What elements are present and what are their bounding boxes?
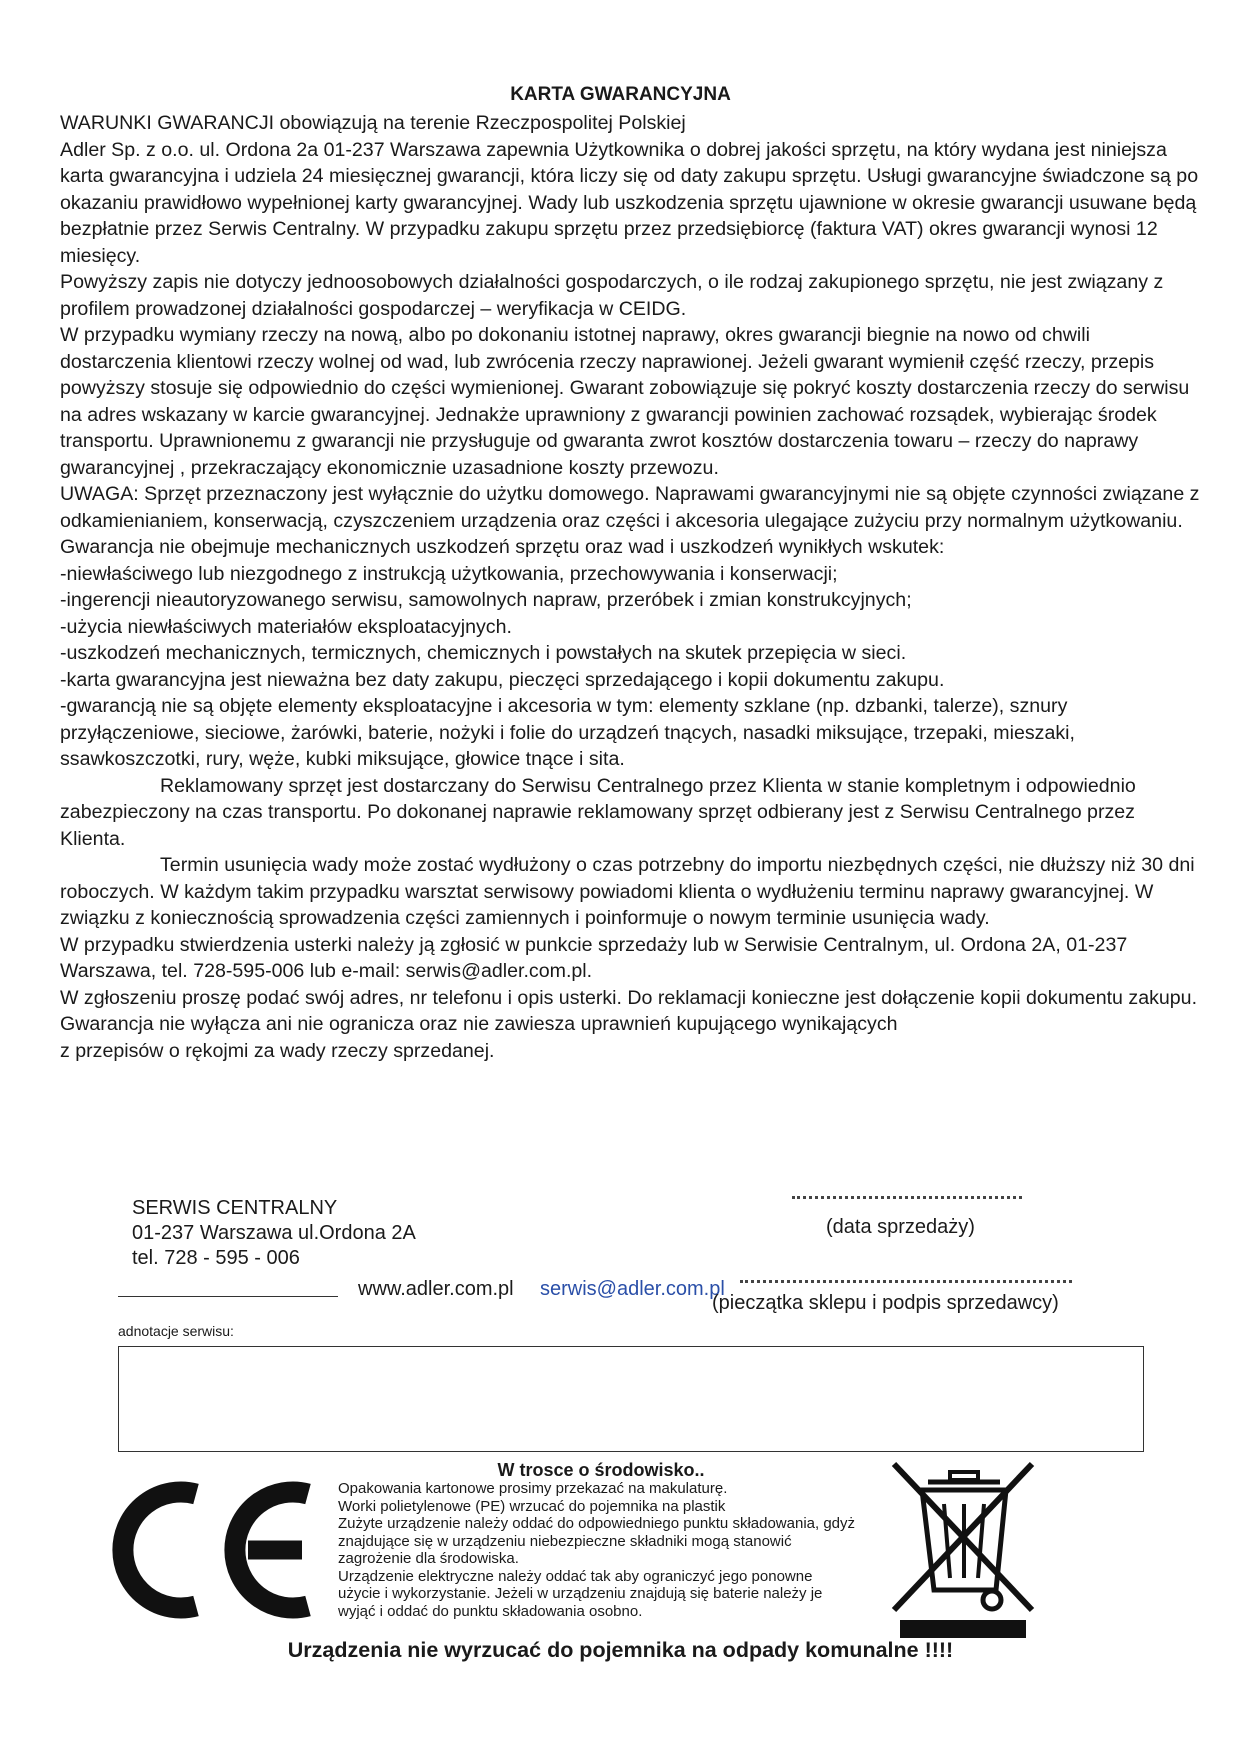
terms-paragraph: W przypadku stwierdzenia usterki należy ją zgłosić w punkcie sprzedaży lub w Serwisie Centralnym, ul. Ordona 2A, 01-237 Warszawa, tel. 728-595-006 lub e-mail: serwis@adler.com.pl. — [60, 933, 1128, 982]
terms-list-item: -użycia niewłaściwych materiałów eksploatacyjnych. — [60, 615, 512, 638]
disposal-warning: Urządzenia nie wyrzucać do pojemnika na odpady komunalne !!!! — [287, 1638, 954, 1662]
terms-paragraph: W zgłoszeniu proszę podać swój adres, nr telefonu i opis usterki. Do reklamacji konieczne jest dołączenie kopii dokumentu zakupu. — [60, 986, 1198, 1009]
terms-list-item: -karta gwarancyjna jest nieważna bez daty zakupu, pieczęci sprzedającego i kopii dokumentu zakupu. — [60, 668, 945, 691]
terms-paragraph: UWAGA: Sprzęt przeznaczony jest wyłącznie do użytku domowego. Naprawami gwarancyjnymi nie są objęte czynności związane z odkamienianiem, konserwacją, czyszczeniem urządzenia oraz części i akcesoria ulegające zużyciu przy normalnym użytkowaniu. Gwarancja nie obejmuje mechanicznych uszkodzeń sprzętu oraz wad i uszkodzeń wynikłych wskutek: — [60, 483, 1200, 558]
service-contact — [132, 1196, 416, 1271]
environment-line: Urządzenie elektryczne należy oddać tak aby ograniczyć jego ponowne użycie i wykorzystanie. Jeżeli w urządzeniu znajdują się baterie należy je wyjąć i oddać do punktu składowania osobno. — [338, 1567, 823, 1620]
stamp-dotted-line — [740, 1280, 1072, 1283]
terms-list-item: -niewłaściwego lub niezgodnego z instrukcją użytkowania, przechowywania i konserwacji; — [60, 562, 838, 585]
service-underline — [118, 1296, 338, 1297]
terms-list-item: -uszkodzeń mechanicznych, termicznych, chemicznych i powstałych na skutek przepięcia w sieci. — [60, 642, 907, 664]
stamp-signature-label: (pieczątka sklepu i podpis sprzedawcy) — [712, 1292, 1059, 1314]
warranty-terms — [60, 110, 1200, 1064]
crossed-out-wheelie-bin-icon — [888, 1460, 1038, 1640]
terms-paragraph: Adler Sp. z o.o. ul. Ordona 2a 01-237 Warszawa zapewnia Użytkownika o dobrej jakości sprzętu, na który wydana jest niniejsza karta gwarancyjna i udziela 24 miesięcznej gwarancji, która liczy się od daty zakupu sprzętu. Usługi gwarancyjne świadczone są po okazaniu prawidłowo wypełnionej karty gwarancyjnej. Wady lub uszkodzenia sprzętu ujawnione w okresie gwarancji usuwane będą bezpłatnie przez Serwis Centralny. W przypadku zakupu sprzętu przez przedsiębiorcę (faktura VAT) okres gwarancji wynosi 12 miesięcy. — [60, 138, 1199, 267]
sale-date-dotted-line — [792, 1196, 1022, 1199]
terms-paragraph: z przepisów o rękojmi za wady rzeczy sprzedanej. — [60, 1039, 495, 1062]
service-name: SERWIS CENTRALNY — [132, 1197, 338, 1219]
terms-header: WARUNKI GWARANCJI obowiązują na terenie Rzeczpospolitej Polskiej — [60, 112, 686, 134]
ce-mark-icon — [108, 1472, 318, 1628]
website-link[interactable]: www.adler.com.pl — [358, 1278, 514, 1300]
service-phone: tel. 728 - 595 - 006 — [132, 1247, 300, 1269]
terms-paragraph: W przypadku wymiany rzeczy na nową, albo po dokonaniu istotnej naprawy, okres gwarancji biegnie na nowo od chwili dostarczenia klientowi rzeczy wolnej od wad, lub zwrócenia rzeczy naprawionej. Jeżeli gwarant wymienił część rzeczy, przepis powyższy stosuje się odpowiednio do części wymienionej. Gwarant zobowiązuje się pokryć koszty dostarczenia rzeczy do serwisu na adres wskazany w karcie gwarancyjnej. Jednakże uprawniony z gwarancji powinien zachować rozsądek, wybierając środek transportu. Uprawnionemu z gwarancji nie przysługuje od gwaranta zwrot kosztów dostarczenia towaru – rzeczy do naprawy gwarancyjnej , przekraczający ekonomicznie uzasadnione koszty przewozu. — [60, 324, 1190, 479]
service-address: 01-237 Warszawa ul.Ordona 2A — [132, 1222, 416, 1244]
environment-text — [338, 1480, 858, 1620]
terms-paragraph: Termin usunięcia wady może zostać wydłużony o czas potrzebny do importu niezbędnych części, nie dłuższy niż 30 dni roboczych. W każdym takim przypadku warsztat serwisowy powiadomi klienta o wydłużeniu terminu naprawy gwarancyjnej. W związku z koniecznością sprowadzenia części zamiennych i poinformuje o nowym terminie usunięcia wady. — [60, 854, 1195, 929]
document-title: KARTA GWARANCYJNA — [510, 84, 731, 105]
environment-line: Worki polietylenowe (PE) wrzucać do pojemnika na plastik — [338, 1497, 726, 1515]
terms-paragraph: Reklamowany sprzęt jest dostarczany do Serwisu Centralnego przez Klienta w stanie kompletnym i odpowiednio zabezpieczony na czas transportu. Po dokonanej naprawie reklamowany sprzęt odbierany jest z Serwisu Centralnego przez Klienta. — [60, 774, 1136, 850]
terms-paragraph: Gwarancja nie wyłącza ani nie ogranicza oraz nie zawiesza uprawnień kupującego wynikających — [60, 1013, 898, 1035]
service-notes-box[interactable] — [118, 1346, 1144, 1452]
environment-line: Opakowania kartonowe prosimy przekazać na makulaturę. — [338, 1480, 728, 1497]
terms-paragraph: Powyższy zapis nie dotyczy jednoosobowych działalności gospodarczych, o ile rodzaj zakupionego sprzętu, nie jest związany z profilem prowadzonej działalności gospodarczej – weryfikacja w CEIDG. — [60, 271, 1164, 320]
environment-title: W trosce o środowisko.. — [497, 1460, 705, 1480]
terms-list-item: -ingerencji nieautoryzowanego serwisu, samowolnych napraw, przeróbek i zmian konstrukcyjnych; — [60, 589, 912, 611]
sale-date-label: (data sprzedaży) — [826, 1216, 975, 1238]
environment-line: Zużyte urządzenie należy oddać do odpowiedniego punktu składowania, gdyż znajdujące się w urządzeniu niebezpieczne składniki mogą stanowić zagrożenie dla środowiska. — [338, 1515, 856, 1567]
service-notes-label: adnotacje serwisu: — [118, 1323, 234, 1339]
terms-list-item: -gwarancją nie są objęte elementy eksploatacyjne i akcesoria w tym: elementy szklane (np. dzbanki, talerze), sznury przyłączeniowe, sieciowe, żarówki, baterie, nożyki i folie do urządzeń tnących, nasadki miksujące, trzepaki, mieszaki, ssawkoszczotki, rury, węże, kubki miksujące, głowice tnące i sita. — [60, 695, 1075, 770]
email-link[interactable]: serwis@adler.com.pl — [540, 1278, 725, 1300]
